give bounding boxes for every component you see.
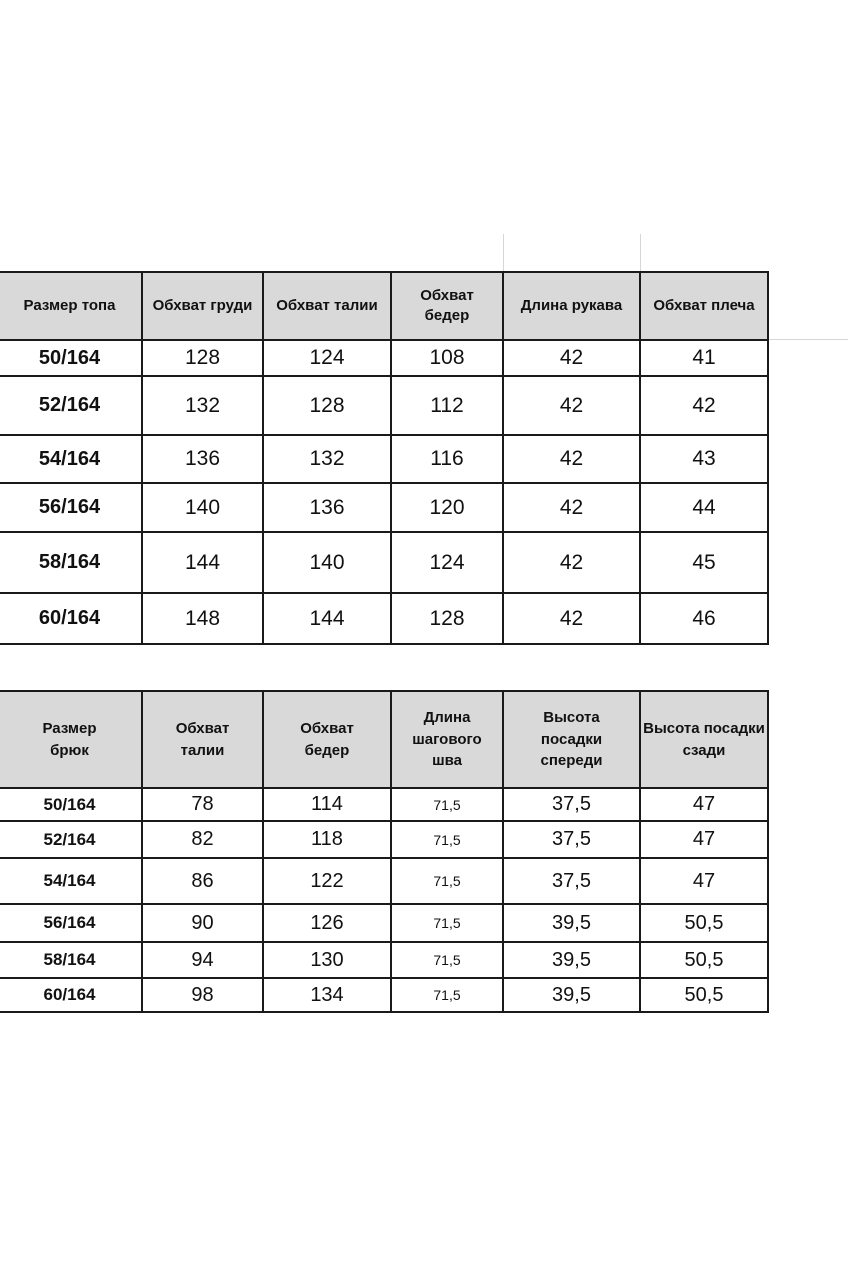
table-cell: 128 [142,340,263,376]
table-cell: 42 [640,376,768,435]
size-cell: 52/164 [0,821,142,858]
table-cell: 37,5 [503,821,640,858]
table-row [0,788,768,821]
table-cell: 50,5 [640,942,768,978]
table-cell: 71,5 [391,942,503,978]
table-cell: 45 [640,532,768,593]
table-row [0,821,768,858]
table-cell: 37,5 [503,788,640,821]
table-cell: 132 [263,435,391,483]
header-cell: Размер топа [0,272,142,340]
size-cell: 56/164 [0,483,142,532]
header-cell: Высота посадки сзади [640,691,768,788]
table-cell: 108 [391,340,503,376]
table-header-row [0,691,768,788]
header-cell: Обхват талии [263,272,391,340]
table-cell: 126 [263,904,391,942]
table-cell: 120 [391,483,503,532]
table-cell: 39,5 [503,904,640,942]
table-cell: 148 [142,593,263,644]
table-cell: 94 [142,942,263,978]
header-cell: Обхват бедер [263,691,391,788]
table-cell: 47 [640,788,768,821]
table-cell: 144 [263,593,391,644]
table-cell: 86 [142,858,263,904]
table-header-row [0,272,768,340]
top-size-table [0,271,769,645]
table-cell: 43 [640,435,768,483]
table-row [0,593,768,644]
sheet-gridline [768,339,848,340]
table-cell: 71,5 [391,821,503,858]
header-cell: Длина шагового шва [391,691,503,788]
table-cell: 71,5 [391,788,503,821]
table-row [0,532,768,593]
table-cell: 128 [263,376,391,435]
table-cell: 42 [503,483,640,532]
table-cell: 140 [263,532,391,593]
table-cell: 144 [142,532,263,593]
pants-size-table [0,690,769,1013]
table-cell: 46 [640,593,768,644]
header-cell: Высота посадки спереди [503,691,640,788]
table-cell: 71,5 [391,858,503,904]
size-cell: 58/164 [0,942,142,978]
size-cell: 54/164 [0,858,142,904]
table-cell: 114 [263,788,391,821]
table-cell: 132 [142,376,263,435]
header-cell: Обхват груди [142,272,263,340]
table-cell: 136 [263,483,391,532]
table-cell: 130 [263,942,391,978]
size-cell: 56/164 [0,904,142,942]
header-cell: Размер брюк [0,691,142,788]
table-row [0,978,768,1012]
size-cell: 60/164 [0,593,142,644]
table-row [0,904,768,942]
header-cell: Обхват плеча [640,272,768,340]
size-cell: 50/164 [0,788,142,821]
sheet-gridline [640,234,641,272]
table-cell: 47 [640,858,768,904]
table-cell: 78 [142,788,263,821]
table-cell: 124 [263,340,391,376]
table-cell: 128 [391,593,503,644]
table-row [0,858,768,904]
header-cell: Обхват бедер [391,272,503,340]
table-cell: 90 [142,904,263,942]
table-row [0,435,768,483]
table-row [0,376,768,435]
table-cell: 39,5 [503,942,640,978]
table-row [0,942,768,978]
table-cell: 50,5 [640,978,768,1012]
table-cell: 82 [142,821,263,858]
table-cell: 98 [142,978,263,1012]
size-cell: 58/164 [0,532,142,593]
table-cell: 37,5 [503,858,640,904]
size-cell: 50/164 [0,340,142,376]
header-cell: Длина рукава [503,272,640,340]
table-cell: 140 [142,483,263,532]
table-cell: 41 [640,340,768,376]
table-cell: 47 [640,821,768,858]
table-cell: 44 [640,483,768,532]
table-cell: 42 [503,532,640,593]
table-cell: 124 [391,532,503,593]
table-row [0,340,768,376]
table-cell: 134 [263,978,391,1012]
table-cell: 118 [263,821,391,858]
table-cell: 50,5 [640,904,768,942]
table-cell: 116 [391,435,503,483]
header-cell: Обхват талии [142,691,263,788]
table-cell: 42 [503,593,640,644]
table-row [0,483,768,532]
size-cell: 54/164 [0,435,142,483]
sheet-gridline [503,234,504,272]
table-cell: 71,5 [391,904,503,942]
table-cell: 42 [503,376,640,435]
table-cell: 136 [142,435,263,483]
size-cell: 60/164 [0,978,142,1012]
table-cell: 122 [263,858,391,904]
table-cell: 71,5 [391,978,503,1012]
table-cell: 112 [391,376,503,435]
size-cell: 52/164 [0,376,142,435]
table-cell: 42 [503,435,640,483]
table-cell: 42 [503,340,640,376]
table-cell: 39,5 [503,978,640,1012]
